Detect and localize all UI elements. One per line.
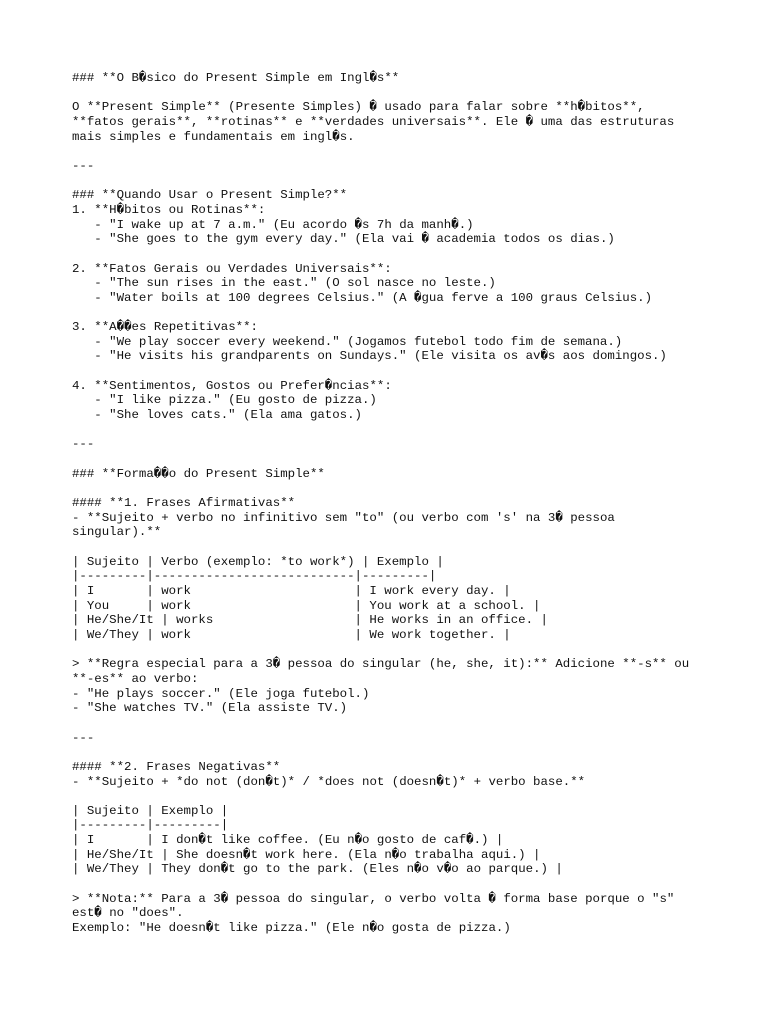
blank-line <box>72 452 732 467</box>
text-line: - "She goes to the gym every day." (Ela vai � academia todos os dias.) <box>72 232 615 247</box>
text-line: - **Sujeito + verbo no infinitivo sem "to" (ou verbo com 's' na 3� pessoa <box>72 510 615 525</box>
text-line: --- <box>72 437 95 452</box>
text-line: - "I wake up at 7 a.m." (Eu acordo �s 7h da manh�.) <box>72 217 474 232</box>
text-line: | I | work | I work every day. | <box>72 583 511 598</box>
text-line: | We/They | They don�t go to the park. (Eles n�o v�o ao parque.) | <box>72 862 563 877</box>
text-line: - "Water boils at 100 degrees Celsius." (A �gua ferve a 100 graus Celsius.) <box>72 290 653 305</box>
text-line: | Sujeito | Exemplo | <box>72 803 229 818</box>
text-line: Exemplo: "He doesn�t like pizza." (Ele n�o gosta de pizza.) <box>72 921 511 936</box>
blank-line <box>72 481 732 496</box>
text-line: 3. **A��es Repetitivas**: <box>72 320 258 335</box>
text-line: 1. **H�bitos ou Rotinas**: <box>72 202 266 217</box>
text-line: ### **O B�sico do Present Simple em Ingl�s** <box>72 71 400 85</box>
text-line: - **Sujeito + *do not (don�t)* / *does not (doesn�t)* + verbo base.** <box>72 774 586 789</box>
text-line: #### **2. Frases Negativas** <box>72 759 281 774</box>
text-line: --- <box>72 158 95 173</box>
text-line: - "She loves cats." (Ela ama gatos.) <box>72 408 362 423</box>
text-line: - "She watches TV." (Ela assiste TV.) <box>72 701 348 716</box>
text-line: | We/They | work | We work together. | <box>72 627 511 642</box>
blank-line <box>72 306 732 321</box>
text-line: | He/She/It | She doesn�t work here. (Ela n�o trabalha aqui.) | <box>72 847 541 862</box>
text-line: O **Present Simple** (Presente Simples) � usado para falar sobre **h�bitos**, <box>72 100 645 115</box>
blank-line <box>72 174 732 189</box>
blank-line <box>72 423 732 438</box>
blank-line <box>72 745 732 760</box>
text-line: - "We play soccer every weekend." (Jogamos futebol todo fim de semana.) <box>72 334 623 349</box>
text-line: > **Nota:** Para a 3� pessoa do singular, o verbo volta � forma base porque o "s" <box>72 891 675 906</box>
text-line: ### **Forma��o do Present Simple** <box>72 466 325 481</box>
text-line: --- <box>72 730 95 745</box>
blank-line <box>72 540 732 555</box>
text-line: - "He plays soccer." (Ele joga futebol.) <box>72 686 370 701</box>
blank-line <box>72 789 732 804</box>
text-line: ### **Quando Usar o Present Simple?** <box>72 188 348 203</box>
text-line: |---------|---------| <box>72 818 229 833</box>
text-line: - "The sun rises in the east." (O sol nasce no leste.) <box>72 276 496 291</box>
text-line: **-es** ao verbo: <box>72 671 199 686</box>
blank-line <box>72 364 732 379</box>
text-line: > **Regra especial para a 3� pessoa do singular (he, she, it):** Adicione **-s** ou <box>72 657 690 672</box>
blank-line <box>72 247 732 262</box>
blank-line <box>72 643 732 658</box>
text-line: | You | work | You work at a school. | <box>72 598 541 613</box>
blank-line <box>72 716 732 731</box>
text-line: | Sujeito | Verbo (exemplo: *to work*) | Exemplo | <box>72 554 444 569</box>
blank-line <box>72 877 732 892</box>
text-line: mais simples e fundamentais em ingl�s. <box>72 129 355 144</box>
blank-line <box>72 86 732 101</box>
text-line: | I | I don�t like coffee. (Eu n�o gosto de caf�.) | <box>72 833 504 848</box>
text-line: - "He visits his grandparents on Sundays." (Ele visita os av�s aos domingos.) <box>72 349 667 364</box>
document-body <box>72 71 732 936</box>
text-line: #### **1. Frases Afirmativas** <box>72 496 296 511</box>
text-line: |---------|---------------------------|---------| <box>72 569 437 584</box>
text-line: singular).** <box>72 525 162 540</box>
text-line: | He/She/It | works | He works in an office. | <box>72 613 548 628</box>
text-line: **fatos gerais**, **rotinas** e **verdades universais**. Ele � uma das estruturas <box>72 114 675 129</box>
text-line: - "I like pizza." (Eu gosto de pizza.) <box>72 393 377 408</box>
text-line: 2. **Fatos Gerais ou Verdades Universais**: <box>72 261 392 276</box>
text-line: 4. **Sentimentos, Gostos ou Prefer�ncias**: <box>72 378 392 393</box>
blank-line <box>72 144 732 159</box>
text-line: est� no "does". <box>72 906 184 921</box>
